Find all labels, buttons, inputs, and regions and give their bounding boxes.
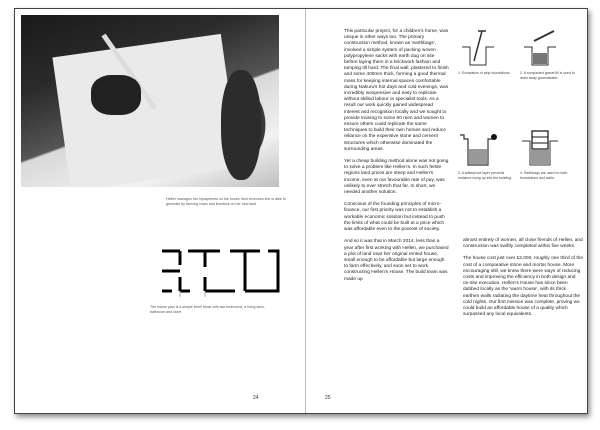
text-column-2 bbox=[463, 238, 583, 324]
excavation-icon bbox=[458, 29, 498, 69]
book-spread bbox=[14, 8, 588, 414]
floorplan-caption: The house plan is a simple 60m² block with two bedrooms, a living area, bathroom and store bbox=[150, 305, 265, 314]
paragraph: Yet a cheap building method alone was not going to solve a problem like Hellen's. In such fertile regions land prices are steep and Hellen's income, even at our favourable rate of pay, was unlikely to ever stretch that far. In short, we needed another solution. bbox=[344, 159, 449, 196]
paragraph: This particular project, for a children's home, was unique in other ways too. The primary construction method, known as 'earthbags', involved a simple system of packing woven polypropylene sacks with earth dug on site before laying them in a brickwork fashion and tamping till hard. The final wall, plastered to finish and some 400mm thick, forming a good thermal mass for keeping internal spaces comfortable during Nakuru's hot days and cold evenings, was incredibly inexpensive and easy to replicate without skilled labour or specialist tools. As a result our work quickly gained widespread interest and recognition locally and we sought to provide training to some 60 men and women to ensure others could replicate the same techniques to build their own homes and reduce reliance on the expensive stone and cement structures which otherwise dominated the surrounding areas. bbox=[344, 29, 449, 152]
paragraph: Conscious of the founding principles of micro-finance, our first priority was not to establish a workable economic solution but instead to push the limits of what could be built at a price which was affordable even to the poorest of society. bbox=[344, 202, 445, 233]
diagram-gravel bbox=[520, 29, 576, 80]
right-page bbox=[306, 9, 587, 413]
diagram-earthbags bbox=[520, 129, 576, 180]
hand-shape bbox=[221, 70, 261, 180]
diagram-label: 3. A waterproof layer prevents moisture rising up into the building. bbox=[458, 171, 513, 180]
paper-shape bbox=[52, 34, 239, 187]
diagram-label: 1. Excavation of strip foundations. bbox=[458, 71, 511, 75]
page-number: 25 bbox=[325, 395, 331, 401]
waterproof-layer-icon bbox=[458, 129, 498, 169]
photo-caption: Hellen manages her repayments on the house from revenues she is able to generate by farming crops and livestock on her new land bbox=[166, 197, 286, 206]
text-column-1 bbox=[344, 29, 449, 289]
paragraph: The house cost just over £2,000, roughly one third of the cost of a comparative stone and mortar house. More encouraging still, we knew there were ways of reducing costs and improving the efficiency in both design and on-site execution. Hellen's House has since been dubbed locally as the 'warm house', with its thick earthen walls radiating the daytime heat throughout the cold nights. Our first mission was complete, proving we could build an affordable house of a quality which surpassed any local equivalents. bbox=[463, 256, 583, 318]
page-number: 24 bbox=[253, 395, 259, 401]
diagram-label: 4. Earthbags are used for both foundations and walls. bbox=[520, 171, 568, 180]
photo-hands-writing bbox=[21, 15, 279, 187]
left-page bbox=[15, 9, 305, 413]
paragraph: almost entirely of women, all close friends of Hellen, and construction was swiftly completed within five weeks. bbox=[463, 238, 583, 250]
earthbags-icon bbox=[520, 129, 560, 169]
diagram-excavation bbox=[458, 29, 514, 76]
diagram-label: 2. A compacted gravel fill is used to drain away groundwater. bbox=[520, 71, 575, 80]
hand-shape bbox=[91, 75, 141, 115]
floorplan-diagram bbox=[160, 247, 280, 297]
paragraph: And so it was that in March 2014, less than a year after first working with Hellen, we purchased a plot of land near her original rented house, small enough to be affordable but large enough to farm effectively, and soon set to work constructing Hellen's House. The build team was made up bbox=[344, 239, 449, 282]
diagram-waterproof bbox=[458, 129, 514, 180]
construction-diagrams bbox=[458, 29, 578, 229]
gravel-fill-icon bbox=[520, 29, 560, 69]
